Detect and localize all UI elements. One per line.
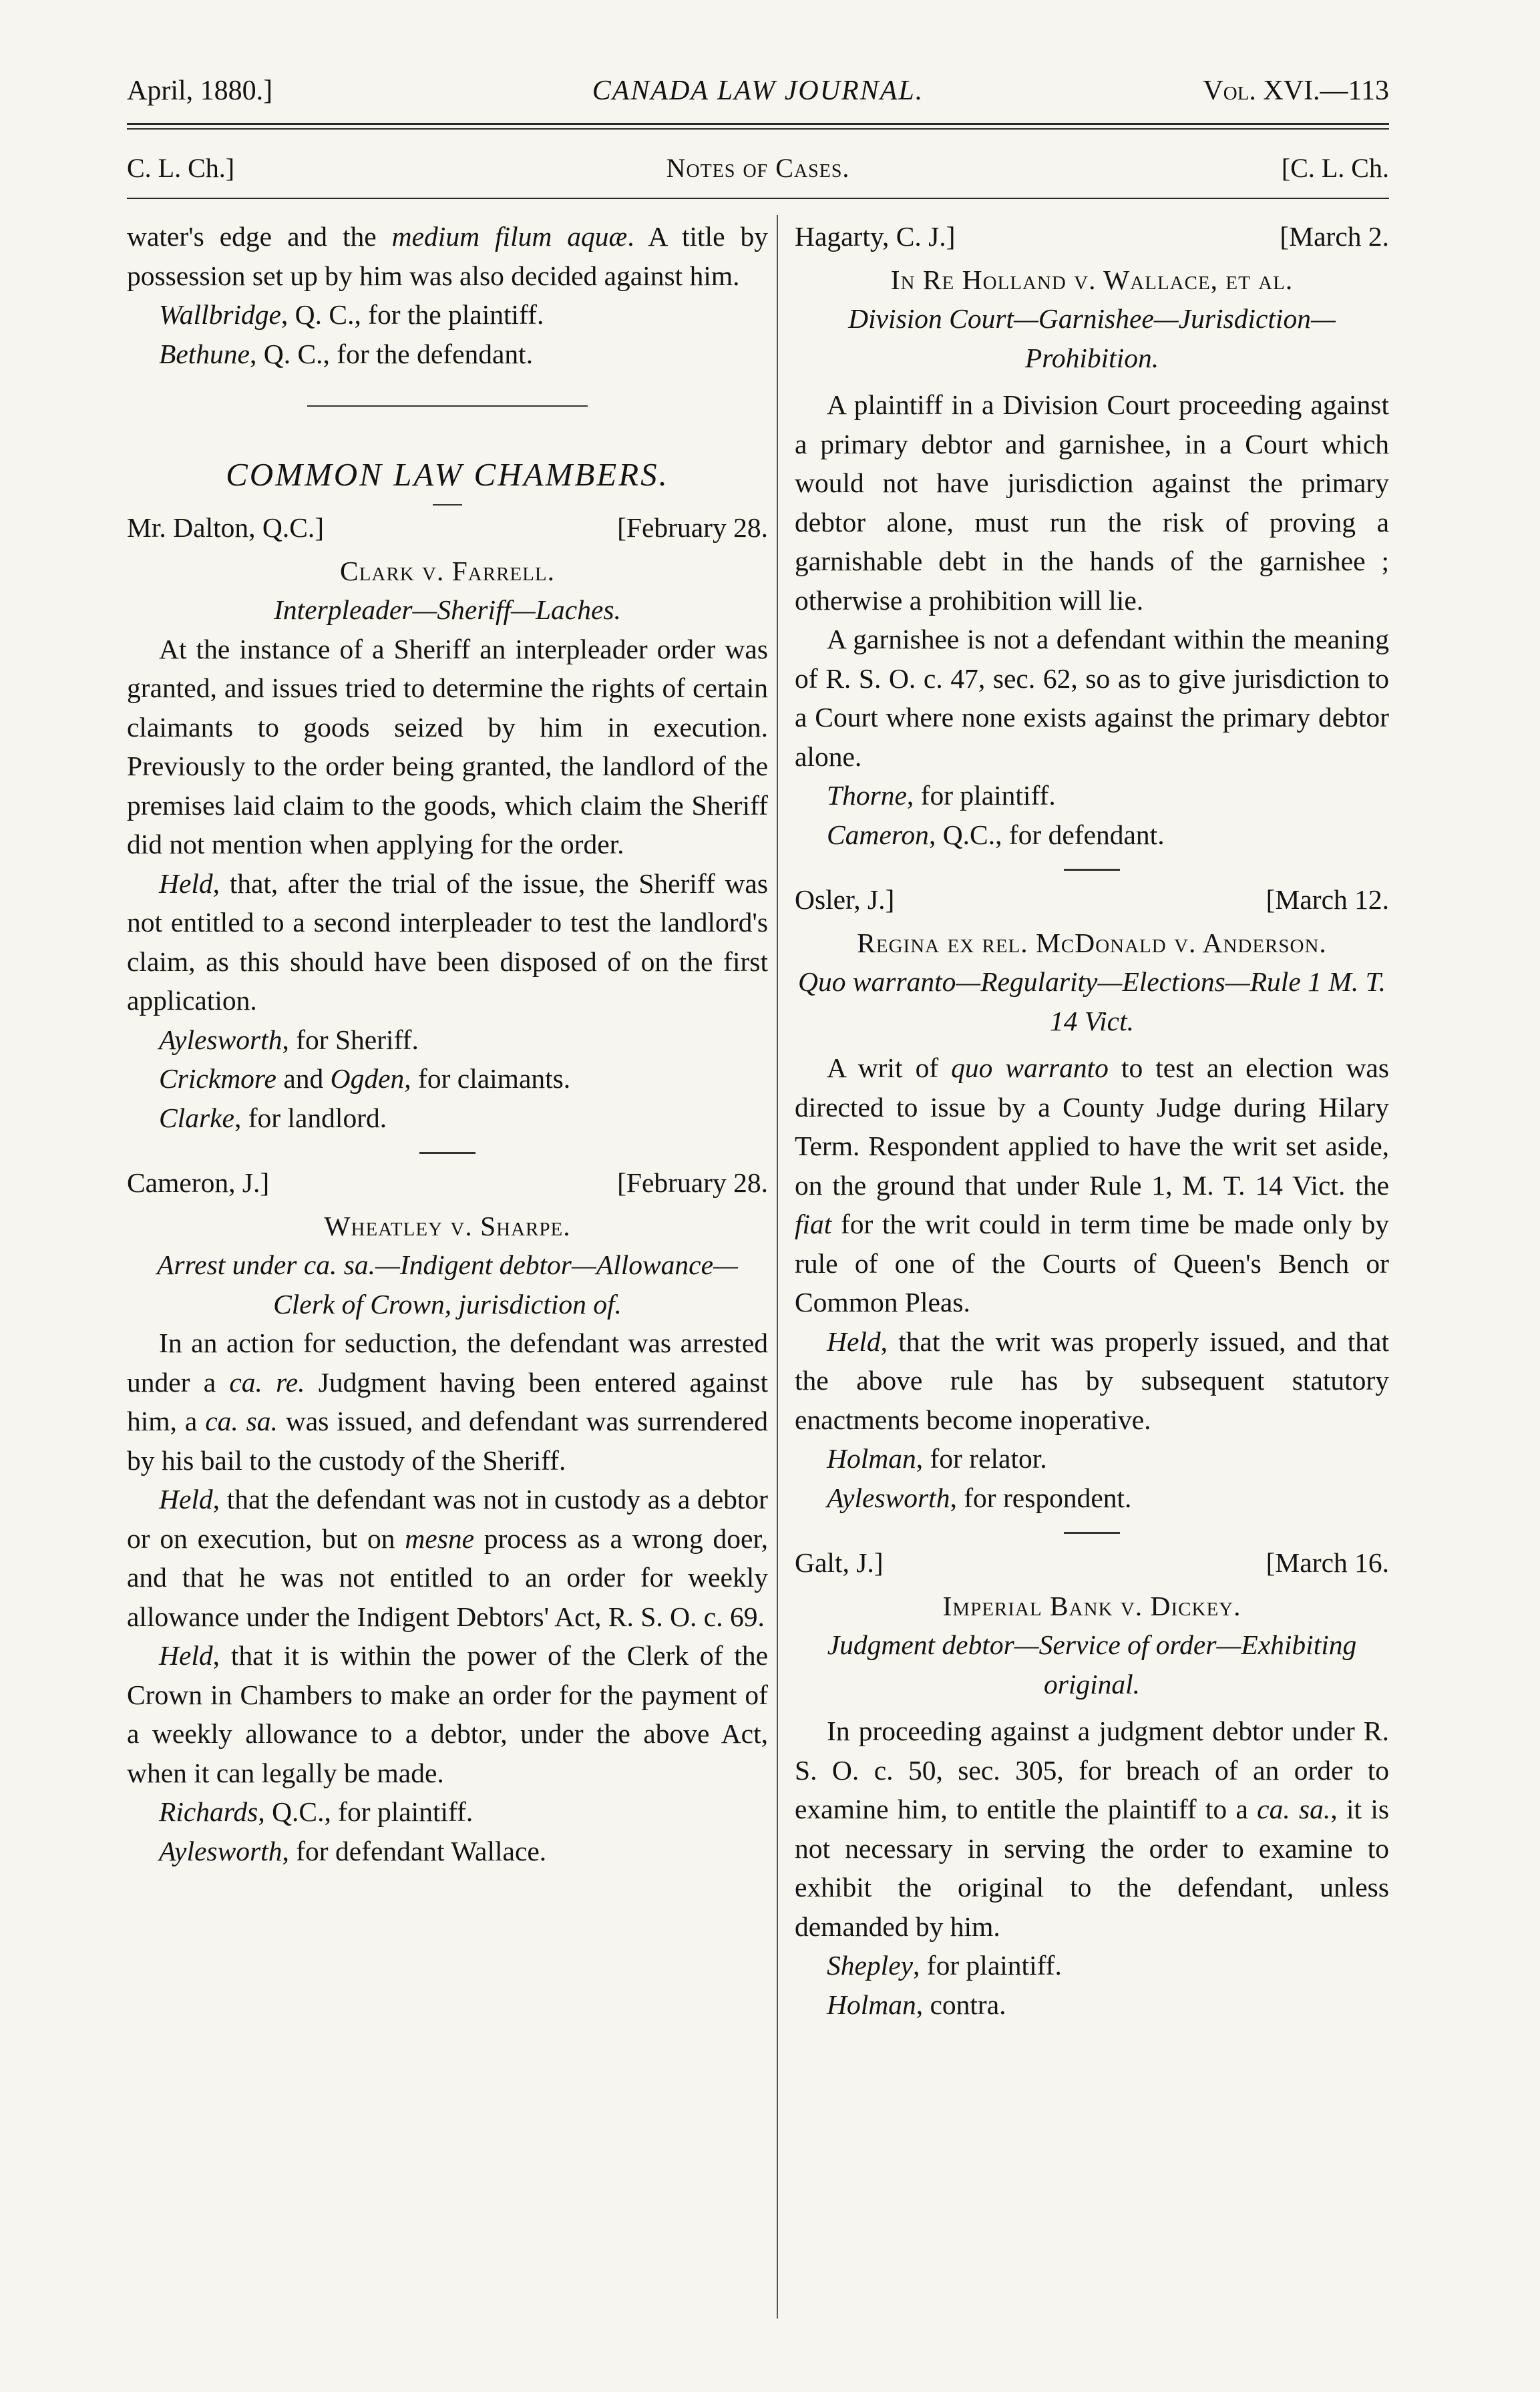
case-regina-v-anderson: [795, 880, 1389, 1517]
section-rule: [127, 198, 1389, 199]
case-paragraph: A writ of quo warranto to test an election was directed to issue by a County Judge during Hilary Term. Respondent applied to have the writ set aside, on the ground that under Rule 1, M. T. 14 Vict. the fiat for the writ could in term time be made only by rule of one of the Courts of Queen's Bench or Common Pleas.: [795, 1052, 1389, 1318]
judge-date-line: [127, 508, 768, 548]
case-separator: [1064, 869, 1120, 871]
court-left: C. L. Ch.]: [127, 153, 235, 183]
counsel-line: Cameron, Q.C., for defendant.: [827, 819, 1165, 850]
header-rule-bottom: [127, 128, 1389, 130]
case-name: Regina ex rel. McDonald v. Anderson.: [857, 927, 1327, 958]
judge-date-line: [795, 217, 1389, 256]
counsel-line: Bethune, Q. C., for the defendant.: [159, 338, 534, 369]
continuation-case: [127, 217, 768, 373]
case-topic: Quo warranto—Regularity—Elections—Rule 1 M. T. 14 Vict.: [798, 966, 1386, 1036]
section-separator: [307, 405, 588, 407]
counsel-line: Holman, contra.: [827, 1989, 1006, 2020]
case-name: Imperial Bank v. Dickey.: [942, 1590, 1241, 1621]
header-rule-top: [127, 123, 1389, 125]
column-divider: [777, 215, 778, 2319]
case-paragraph: water's edge and the medium filum aquæ. A title by possession set up by him was also decided against him.: [127, 221, 768, 291]
case-paragraph: A plaintiff in a Division Court proceeding against a primary debtor and garnishee, in a Court which would not have jurisdiction against the primary debtor alone, must run the risk of proving a garnishable debt in the hands of the garnishee ; otherwise a prohibition will lie.: [795, 389, 1389, 616]
case-separator: [419, 1152, 475, 1154]
case-topic: Arrest under ca. sa.—Indigent debtor—Allowance—Clerk of Crown, jurisdiction of.: [157, 1249, 738, 1320]
case-name: Clark v. Farrell.: [340, 555, 555, 586]
judge: Cameron, J.]: [127, 1167, 270, 1198]
title-dash: [433, 504, 462, 506]
decision-date: [March 16.: [1266, 1547, 1389, 1578]
issue-date: April, 1880.]: [127, 75, 273, 106]
judge: Hagarty, C. J.]: [795, 221, 956, 252]
judge: Mr. Dalton, Q.C.]: [127, 512, 325, 543]
section-name: Notes of Cases.: [666, 153, 850, 183]
judge-date-line: [127, 1163, 768, 1203]
right-column: [795, 217, 1389, 2024]
counsel-line: Crickmore and Ogden, for claimants.: [159, 1063, 571, 1094]
journal-title: CANADA LAW JOURNAL.: [592, 75, 924, 106]
case-paragraph: A garnishee is not a defendant within the meaning of R. S. O. c. 47, sec. 62, so as to give jurisdiction to a Court where none exists against the primary debtor alone.: [795, 624, 1389, 772]
case-separator: [1064, 1532, 1120, 1534]
running-head: [127, 75, 1389, 115]
holding-paragraph: Held, that, after the trial of the issue, the Sheriff was not entitled to a second interpleader to test the landlord's claim, as this should have been disposed of on the first application.: [127, 867, 768, 1016]
holding-paragraph: Held, that the writ was properly issued, and that the above rule has by subsequent statutory enactments become inoperative.: [795, 1326, 1389, 1435]
judge-date-line: [795, 880, 1389, 920]
case-topic: Interpleader—Sheriff—Laches.: [274, 594, 621, 625]
case-paragraph: In an action for seduction, the defendant was arrested under a ca. re. Judgment having been entered against him, a ca. sa. was issued, and defendant was surrendered by his bail to the custody of the Sheriff.: [127, 1328, 768, 1476]
section-title: COMMON LAW CHAMBERS.: [226, 456, 669, 493]
case-name: In Re Holland v. Wallace, et al.: [890, 264, 1294, 295]
case-name: Wheatley v. Sharpe.: [324, 1210, 571, 1241]
volume-page: Vol. XVI.—113: [1203, 75, 1389, 106]
counsel-line: Aylesworth, for respondent.: [827, 1482, 1132, 1513]
case-topic: Division Court—Garnishee—Jurisdiction—Prohibition.: [848, 303, 1336, 373]
counsel-line: Wallbridge, Q. C., for the plaintiff.: [159, 299, 544, 330]
case-paragraph: At the instance of a Sheriff an interpleader order was granted, and issues tried to determine the rights of certain claimants to goods seized by him in execution. Previously to the order being granted, the landlord of the premises laid claim to the goods, which claim the Sheriff did not mention when applying for the order.: [127, 633, 768, 859]
decision-date: [February 28.: [617, 512, 768, 543]
counsel-line: Shepley, for plaintiff.: [827, 1950, 1062, 1981]
section-head: [127, 152, 1389, 192]
counsel-line: Aylesworth, for defendant Wallace.: [159, 1835, 547, 1866]
decision-date: [March 12.: [1266, 884, 1389, 915]
case-paragraph: In proceeding against a judgment debtor under R. S. O. c. 50, sec. 305, for breach of an order to examine him, to entitle the plaintiff to a ca. sa., it is not necessary in serving the order to examine to exhibit the original to the defendant, unless demanded by him.: [795, 1716, 1389, 1942]
judge-date-line: [795, 1543, 1389, 1583]
holding-paragraph: Held, that it is within the power of the Clerk of the Crown in Chambers to make an order for the payment of a weekly allowance to a debtor, under the above Act, when it can legally be made.: [127, 1640, 768, 1788]
counsel-line: Clarke, for landlord.: [159, 1102, 387, 1133]
decision-date: [February 28.: [617, 1167, 768, 1198]
counsel-line: Thorne, for plaintiff.: [827, 780, 1056, 811]
case-imperial-bank-v-dickey: [795, 1543, 1389, 2024]
counsel-line: Holman, for relator.: [827, 1443, 1047, 1474]
holding-paragraph: Held, that the defendant was not in custody as a debtor or on execution, but on mesne process as a wrong doer, and that he was not entitled to an order for weekly allowance under the Indigent Debtors' Act, R. S. O. c. 69.: [127, 1484, 768, 1632]
case-wheatley-v-sharpe: [127, 1163, 768, 1870]
case-clark-v-farrell: [127, 508, 768, 1137]
left-column: [127, 217, 768, 1870]
counsel-line: Richards, Q.C., for plaintiff.: [159, 1796, 473, 1827]
court-right: [C. L. Ch.: [1281, 153, 1389, 183]
case-topic: Judgment debtor—Service of order—Exhibiting original.: [827, 1629, 1357, 1700]
case-in-re-holland: [795, 217, 1389, 854]
judge: Osler, J.]: [795, 884, 895, 915]
decision-date: [March 2.: [1280, 221, 1389, 252]
counsel-line: Aylesworth, for Sheriff.: [159, 1024, 419, 1055]
judge: Galt, J.]: [795, 1547, 884, 1578]
